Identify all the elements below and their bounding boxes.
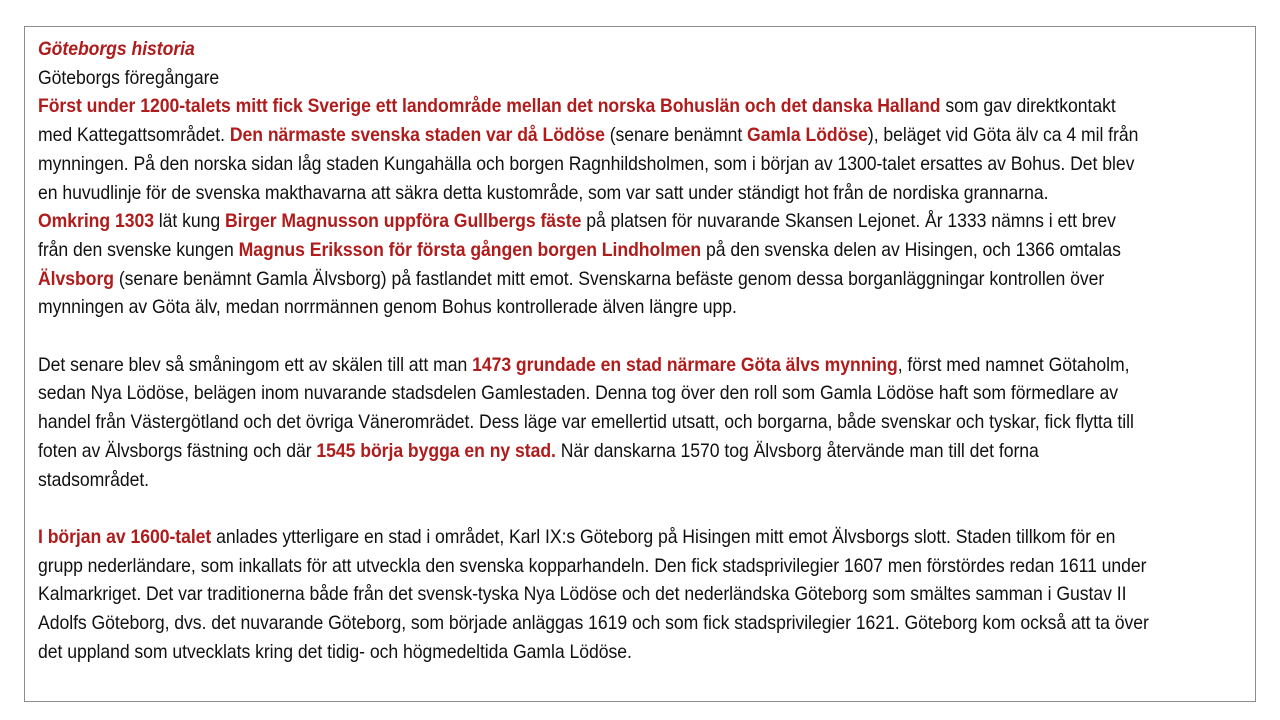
paragraph-1 — [38, 93, 1151, 208]
body-text: anlades ytterligare en stad i området, Karl IX:s Göteborg på Hisingen mitt emot Älvsborgs slott. Staden tillkom för en grupp nederländare, som inkallats för att utveckla den svenska kopparhandeln. Den fick stadsprivilegier 1607 men förstördes redan 1611 under Kalmarkriget. Det var traditionerna både från det svensk-tyska Nya Lödöse och det nederländska Göteborg som smältes samman i Gustav II Adolfs Göteborg, dvs. det nuvarande Göteborg, som började anläggas 1619 och som fick stadsprivilegier 1621. Göteborg kom också att ta över det uppland som utvecklats kring det tidig- och högmedeltida Gamla Lödöse. — [38, 526, 1149, 663]
document-title: Göteborgs historia — [38, 39, 195, 60]
highlight-text: Först under 1200-talets mitt fick Sverige ett landområde mellan det norska Bohuslän och det danska Halland — [38, 96, 941, 118]
body-text: Det senare blev så småningom ett av skälen till att man — [38, 354, 473, 376]
body-text: på platsen för nuvarande Skansen Lejonet. År 1333 nämns i ett brev från den svenske kungen — [38, 211, 1116, 261]
body-text: , först med namnet Götaholm, sedan Nya Lödöse, belägen inom nuvarande stadsdelen Gamlestaden. Denna tog över den roll som Gamla Lödöse haft som förmedlare av handel från Västergötland och det övriga Väneromrädet. Dess läge var emellertid utsatt, och borgarna, både svenskar och tyskar, fick flytta till foten av Älvsborgs fästning och där — [38, 354, 1134, 462]
highlight-text: Omkring 1303 — [38, 211, 154, 233]
highlight-text: Birger Magnusson uppföra Gullbergs fäste — [224, 211, 582, 233]
body-text: ), beläget vid Göta älv ca 4 mil från mynningen. På den norska sidan låg staden Kungahälla och borgen Ragnhildsholmen, som i början av 1300-talet ersattes av Bohus. Det blev en huvudlinje för de svenska makthavarna att säkra detta kustområde, som var satt under ständigt hot från de nordiska grannarna. — [38, 125, 1139, 204]
paragraph-3 — [38, 352, 1151, 496]
highlight-text: 1473 grundade en stad närmare Göta älvs mynning — [472, 354, 898, 376]
paragraph-gap — [38, 495, 1151, 524]
body-text: (senare benämnt — [604, 125, 748, 147]
paragraph-4 — [38, 524, 1151, 668]
highlight-text: 1545 börja bygga en ny stad. — [316, 440, 556, 462]
body-text: som gav direktkontakt med Kattegattsområdet. — [38, 96, 1116, 147]
highlight-text: Gamla Lödöse — [747, 125, 868, 147]
document-subtitle: Göteborgs föregångare — [38, 67, 220, 89]
paragraph-2 — [38, 208, 1151, 323]
highlight-text: Den närmaste svenska staden var då Lödöse — [229, 125, 605, 147]
body-text: (senare benämnt Gamla Älvsborg) på fastlandet mitt emot. Svenskarna befäste genom dessa borganläggningar kontrollen över mynningen av Göta älv, medan norrmännen genom Bohus kontrollerade älven längre upp. — [38, 268, 1105, 319]
body-text: på den svenska delen av Hisingen, och 1366 omtalas — [701, 239, 1121, 261]
highlight-text: Magnus Eriksson för första gången borgen Lindholmen — [238, 239, 702, 261]
body-text: När danskarna 1570 tog Älvsborg återvände man till det forna stadsområdet. — [38, 440, 1039, 491]
highlight-text: I början av 1600-talet — [38, 526, 212, 548]
paragraph-gap — [38, 323, 1151, 352]
document-body — [38, 36, 1151, 667]
highlight-text: Älvsborg — [38, 268, 114, 290]
body-text: lät kung — [153, 211, 225, 233]
